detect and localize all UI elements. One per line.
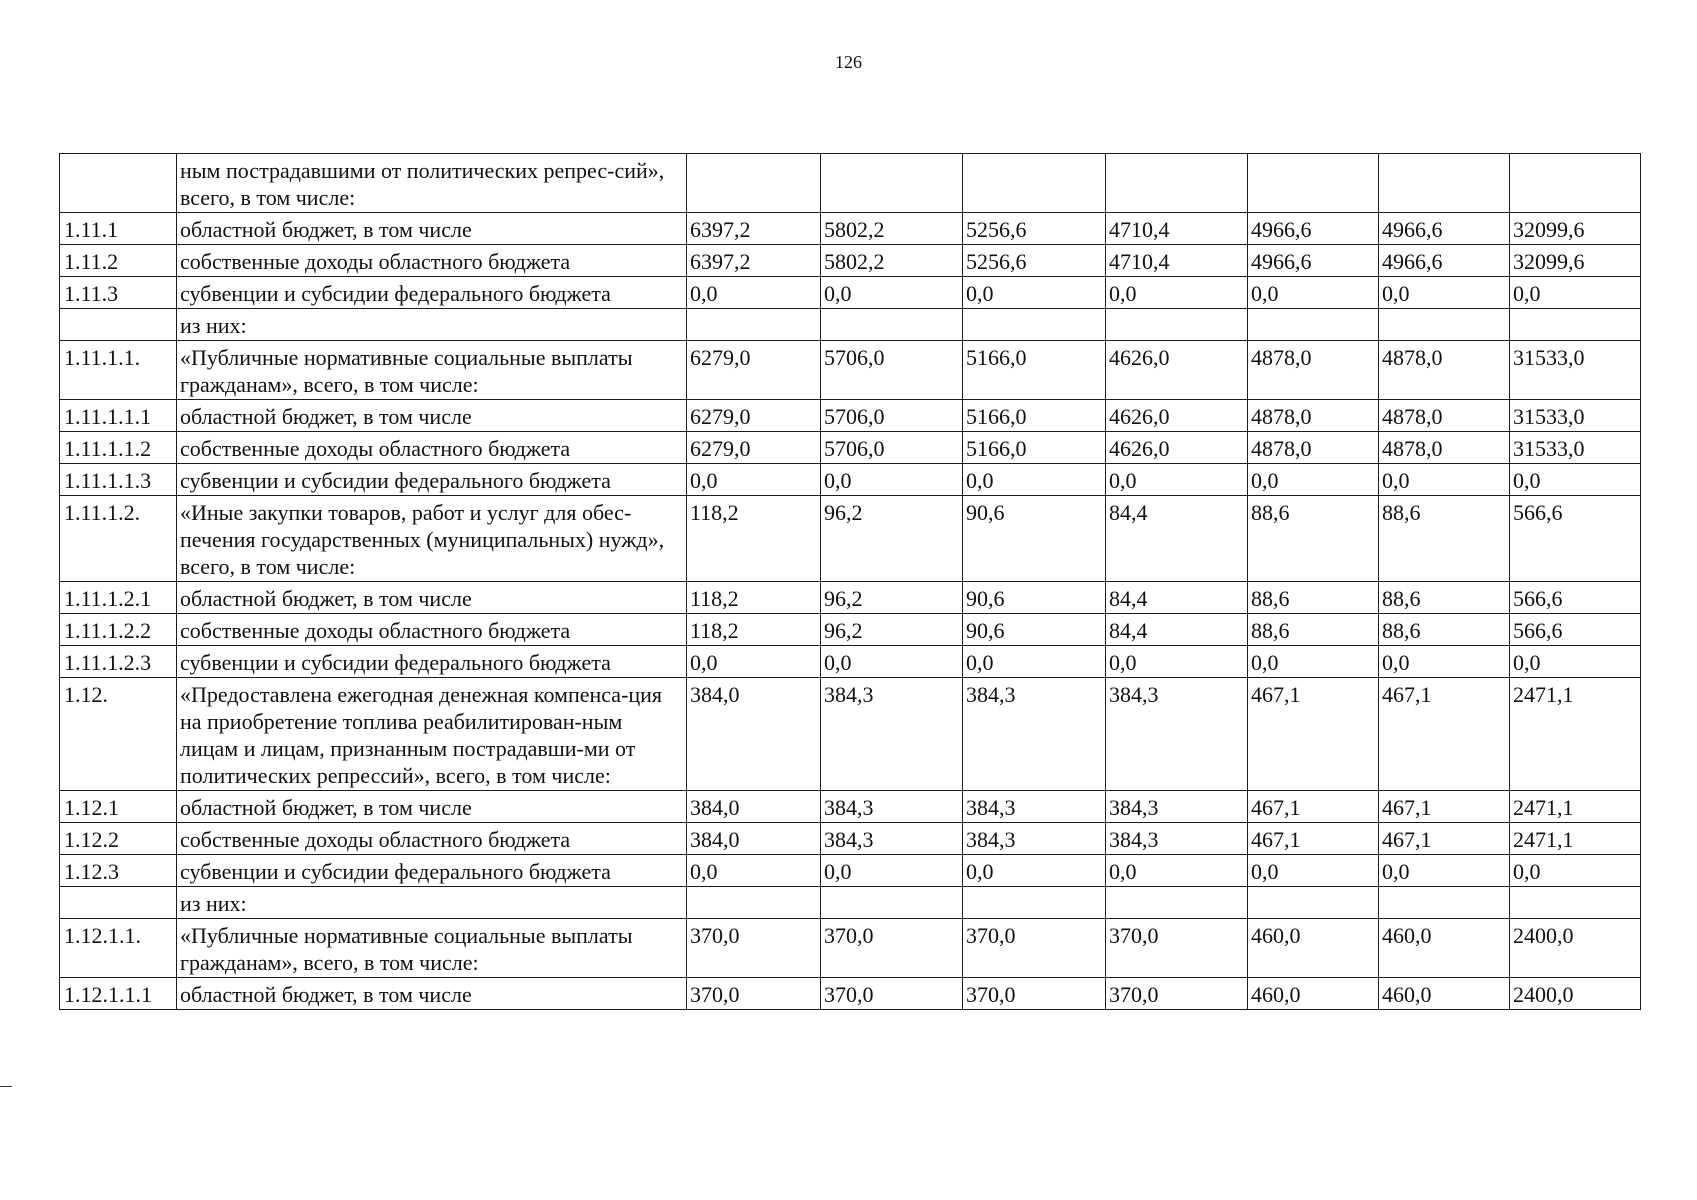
value-cell: 2400,0 [1510, 978, 1641, 1010]
value-cell: 88,6 [1379, 582, 1510, 614]
table-row [60, 646, 1641, 678]
value-cell: 384,3 [1106, 678, 1248, 791]
value-cell: 467,1 [1379, 678, 1510, 791]
row-code: 1.12.1.1.1 [60, 978, 177, 1010]
value-cell: 88,6 [1248, 496, 1379, 582]
table-row [60, 213, 1641, 245]
value-cell: 370,0 [821, 978, 963, 1010]
value-cell: 566,6 [1510, 582, 1641, 614]
row-description: областной бюджет, в том числе [177, 791, 687, 823]
value-cell: 370,0 [963, 919, 1106, 978]
value-cell: 0,0 [1248, 855, 1379, 887]
value-cell [1510, 154, 1641, 213]
value-cell: 32099,6 [1510, 213, 1641, 245]
value-cell: 5802,2 [821, 213, 963, 245]
value-cell [687, 154, 821, 213]
value-cell: 460,0 [1248, 919, 1379, 978]
table-row [60, 154, 1641, 213]
table-row [60, 496, 1641, 582]
value-cell: 467,1 [1248, 678, 1379, 791]
value-cell: 467,1 [1379, 823, 1510, 855]
row-description: областной бюджет, в том числе [177, 213, 687, 245]
value-cell: 90,6 [963, 614, 1106, 646]
value-cell: 84,4 [1106, 582, 1248, 614]
value-cell: 4966,6 [1379, 213, 1510, 245]
value-cell: 0,0 [821, 855, 963, 887]
value-cell [687, 309, 821, 341]
value-cell: 467,1 [1248, 823, 1379, 855]
value-cell: 5706,0 [821, 400, 963, 432]
value-cell: 0,0 [963, 855, 1106, 887]
row-code: 1.12.2 [60, 823, 177, 855]
value-cell: 370,0 [1106, 978, 1248, 1010]
value-cell: 118,2 [687, 496, 821, 582]
row-description: «Предоставлена ежегодная денежная компенса-ция на приобретение топлива реабилитирован-ным лицам и лицам, признанным пострадавши-ми от политических репрессий», всего, в том числе: [177, 678, 687, 791]
value-cell [963, 154, 1106, 213]
value-cell: 4710,4 [1106, 213, 1248, 245]
value-cell: 4878,0 [1248, 400, 1379, 432]
value-cell: 4626,0 [1106, 341, 1248, 400]
value-cell: 370,0 [963, 978, 1106, 1010]
value-cell: 5706,0 [821, 432, 963, 464]
row-code [60, 154, 177, 213]
value-cell: 6279,0 [687, 400, 821, 432]
row-description: ным пострадавшими от политических репрес-сий», всего, в том числе: [177, 154, 687, 213]
row-code: 1.12.3 [60, 855, 177, 887]
value-cell: 0,0 [1248, 464, 1379, 496]
value-cell: 0,0 [963, 646, 1106, 678]
value-cell: 84,4 [1106, 614, 1248, 646]
table-row [60, 855, 1641, 887]
value-cell: 118,2 [687, 614, 821, 646]
value-cell: 5166,0 [963, 432, 1106, 464]
value-cell: 4878,0 [1379, 400, 1510, 432]
value-cell: 90,6 [963, 496, 1106, 582]
row-description: собственные доходы областного бюджета [177, 614, 687, 646]
value-cell: 0,0 [1510, 464, 1641, 496]
value-cell: 4878,0 [1248, 341, 1379, 400]
value-cell: 566,6 [1510, 614, 1641, 646]
value-cell: 370,0 [1106, 919, 1248, 978]
row-description: областной бюджет, в том числе [177, 978, 687, 1010]
value-cell: 5256,6 [963, 245, 1106, 277]
value-cell: 0,0 [821, 277, 963, 309]
value-cell: 384,3 [1106, 791, 1248, 823]
value-cell: 0,0 [821, 464, 963, 496]
value-cell: 88,6 [1248, 614, 1379, 646]
table-row [60, 400, 1641, 432]
value-cell: 5802,2 [821, 245, 963, 277]
value-cell: 384,3 [963, 678, 1106, 791]
value-cell: 384,3 [963, 823, 1106, 855]
value-cell: 4626,0 [1106, 432, 1248, 464]
margin-mark [0, 1086, 12, 1087]
table-row [60, 277, 1641, 309]
row-code: 1.11.2 [60, 245, 177, 277]
value-cell: 4966,6 [1379, 245, 1510, 277]
value-cell: 31533,0 [1510, 400, 1641, 432]
row-code: 1.11.1.1. [60, 341, 177, 400]
value-cell: 31533,0 [1510, 432, 1641, 464]
value-cell: 0,0 [1510, 855, 1641, 887]
value-cell: 90,6 [963, 582, 1106, 614]
table-row [60, 341, 1641, 400]
value-cell: 384,0 [687, 678, 821, 791]
value-cell: 370,0 [687, 978, 821, 1010]
value-cell: 6279,0 [687, 341, 821, 400]
row-description: субвенции и субсидии федерального бюджета [177, 855, 687, 887]
value-cell: 96,2 [821, 582, 963, 614]
value-cell: 2400,0 [1510, 919, 1641, 978]
row-code: 1.11.1.1.2 [60, 432, 177, 464]
value-cell [1379, 309, 1510, 341]
value-cell: 0,0 [687, 646, 821, 678]
value-cell: 0,0 [963, 277, 1106, 309]
value-cell: 2471,1 [1510, 823, 1641, 855]
row-description: субвенции и субсидии федерального бюджета [177, 646, 687, 678]
table-row [60, 919, 1641, 978]
value-cell: 0,0 [1510, 646, 1641, 678]
value-cell: 0,0 [1248, 277, 1379, 309]
value-cell: 88,6 [1379, 614, 1510, 646]
row-code: 1.11.3 [60, 277, 177, 309]
row-description: субвенции и субсидии федерального бюджета [177, 277, 687, 309]
row-code: 1.11.1.2.2 [60, 614, 177, 646]
value-cell: 4710,4 [1106, 245, 1248, 277]
row-code: 1.12.1.1. [60, 919, 177, 978]
value-cell [1379, 154, 1510, 213]
value-cell: 460,0 [1379, 978, 1510, 1010]
value-cell [963, 309, 1106, 341]
row-code: 1.12.1 [60, 791, 177, 823]
value-cell: 460,0 [1248, 978, 1379, 1010]
value-cell: 96,2 [821, 614, 963, 646]
value-cell [1106, 887, 1248, 919]
row-description: «Иные закупки товаров, работ и услуг для обес-печения государственных (муниципальных) нужд», всего, в том числе: [177, 496, 687, 582]
value-cell: 384,3 [821, 791, 963, 823]
row-description: собственные доходы областного бюджета [177, 245, 687, 277]
value-cell: 0,0 [821, 646, 963, 678]
value-cell: 0,0 [1106, 646, 1248, 678]
table-row [60, 887, 1641, 919]
table-row [60, 245, 1641, 277]
value-cell [1510, 309, 1641, 341]
table-row [60, 464, 1641, 496]
value-cell: 0,0 [1106, 464, 1248, 496]
table-row [60, 678, 1641, 791]
value-cell: 384,3 [963, 791, 1106, 823]
row-description: из них: [177, 309, 687, 341]
row-code: 1.11.1.2.1 [60, 582, 177, 614]
value-cell: 467,1 [1248, 791, 1379, 823]
budget-table [59, 153, 1641, 1010]
value-cell: 88,6 [1379, 496, 1510, 582]
page-number: 126 [835, 52, 862, 72]
value-cell: 0,0 [963, 464, 1106, 496]
table-row [60, 432, 1641, 464]
value-cell: 5166,0 [963, 341, 1106, 400]
table-body [60, 154, 1641, 1010]
value-cell: 370,0 [821, 919, 963, 978]
value-cell: 2471,1 [1510, 678, 1641, 791]
row-code [60, 887, 177, 919]
value-cell: 384,3 [821, 823, 963, 855]
value-cell: 31533,0 [1510, 341, 1641, 400]
row-description: областной бюджет, в том числе [177, 582, 687, 614]
value-cell: 0,0 [1106, 855, 1248, 887]
value-cell: 467,1 [1379, 791, 1510, 823]
row-description: из них: [177, 887, 687, 919]
value-cell: 384,0 [687, 823, 821, 855]
value-cell: 384,0 [687, 791, 821, 823]
value-cell: 4966,6 [1248, 213, 1379, 245]
value-cell: 384,3 [1106, 823, 1248, 855]
row-code: 1.11.1.1.1 [60, 400, 177, 432]
row-description: собственные доходы областного бюджета [177, 432, 687, 464]
table-row [60, 582, 1641, 614]
value-cell: 0,0 [1379, 646, 1510, 678]
table-row [60, 309, 1641, 341]
value-cell: 5166,0 [963, 400, 1106, 432]
table-row [60, 791, 1641, 823]
value-cell [1248, 309, 1379, 341]
value-cell [1510, 887, 1641, 919]
row-code: 1.11.1.1.3 [60, 464, 177, 496]
row-description: собственные доходы областного бюджета [177, 823, 687, 855]
value-cell: 0,0 [687, 855, 821, 887]
value-cell: 460,0 [1379, 919, 1510, 978]
value-cell: 5256,6 [963, 213, 1106, 245]
value-cell: 4966,6 [1248, 245, 1379, 277]
value-cell: 84,4 [1106, 496, 1248, 582]
value-cell: 370,0 [687, 919, 821, 978]
table-row [60, 823, 1641, 855]
value-cell [821, 154, 963, 213]
value-cell [1379, 887, 1510, 919]
value-cell [1248, 887, 1379, 919]
value-cell: 4626,0 [1106, 400, 1248, 432]
value-cell: 0,0 [687, 464, 821, 496]
value-cell: 4878,0 [1379, 432, 1510, 464]
value-cell: 118,2 [687, 582, 821, 614]
row-code: 1.12. [60, 678, 177, 791]
value-cell: 0,0 [687, 277, 821, 309]
value-cell [1106, 309, 1248, 341]
value-cell: 4878,0 [1248, 432, 1379, 464]
row-description: областной бюджет, в том числе [177, 400, 687, 432]
value-cell: 0,0 [1248, 646, 1379, 678]
value-cell [1248, 154, 1379, 213]
table-row [60, 978, 1641, 1010]
value-cell: 4878,0 [1379, 341, 1510, 400]
value-cell: 0,0 [1379, 277, 1510, 309]
value-cell: 96,2 [821, 496, 963, 582]
value-cell: 566,6 [1510, 496, 1641, 582]
value-cell: 6397,2 [687, 213, 821, 245]
value-cell: 88,6 [1248, 582, 1379, 614]
value-cell: 0,0 [1510, 277, 1641, 309]
value-cell [687, 887, 821, 919]
value-cell: 6397,2 [687, 245, 821, 277]
row-description: «Публичные нормативные социальные выплаты гражданам», всего, в том числе: [177, 919, 687, 978]
value-cell: 5706,0 [821, 341, 963, 400]
value-cell: 384,3 [821, 678, 963, 791]
row-code: 1.11.1.2. [60, 496, 177, 582]
value-cell: 0,0 [1379, 464, 1510, 496]
row-code: 1.11.1.2.3 [60, 646, 177, 678]
row-code: 1.11.1 [60, 213, 177, 245]
value-cell [821, 887, 963, 919]
value-cell: 0,0 [1379, 855, 1510, 887]
table-row [60, 614, 1641, 646]
value-cell [1106, 154, 1248, 213]
value-cell [821, 309, 963, 341]
value-cell: 0,0 [1106, 277, 1248, 309]
value-cell [963, 887, 1106, 919]
value-cell: 32099,6 [1510, 245, 1641, 277]
value-cell: 2471,1 [1510, 791, 1641, 823]
row-description: субвенции и субсидии федерального бюджета [177, 464, 687, 496]
value-cell: 6279,0 [687, 432, 821, 464]
row-code [60, 309, 177, 341]
row-description: «Публичные нормативные социальные выплаты гражданам», всего, в том числе: [177, 341, 687, 400]
